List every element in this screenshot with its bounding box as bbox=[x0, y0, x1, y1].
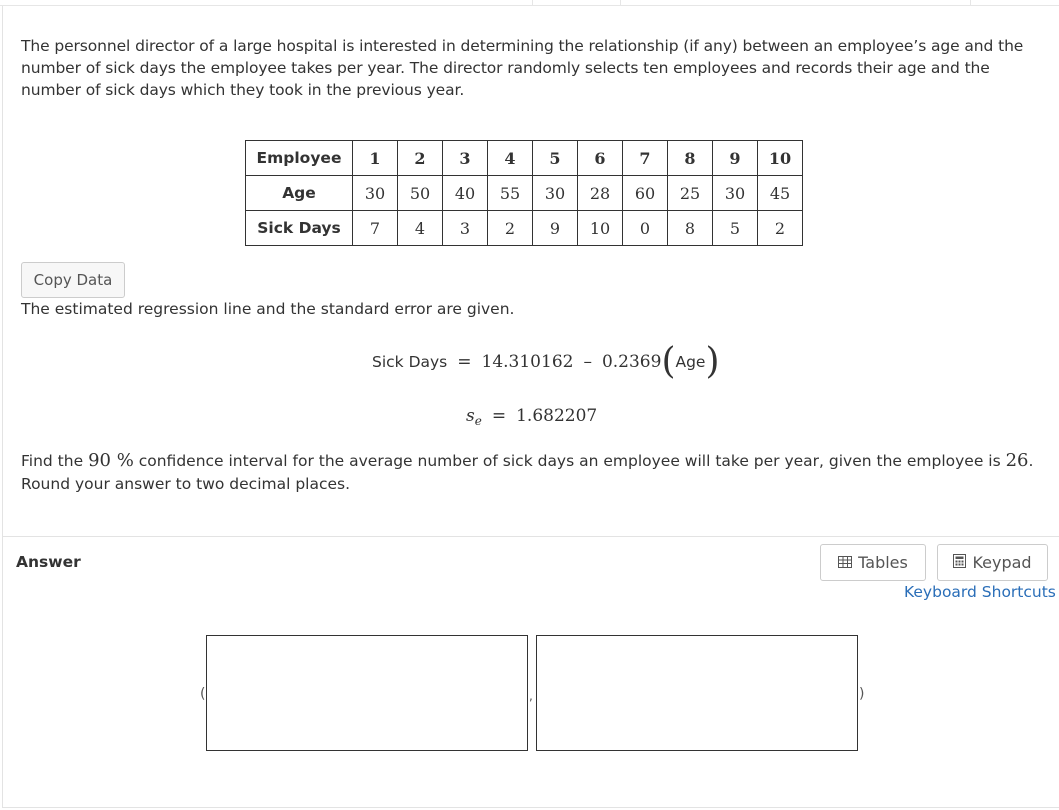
table-cell: 40 bbox=[443, 176, 488, 211]
table-cell: 9 bbox=[713, 141, 758, 176]
table-cell: 0 bbox=[623, 211, 668, 246]
interval-close-paren: ) bbox=[859, 686, 865, 702]
table-cell: 8 bbox=[668, 211, 713, 246]
table-cell: 30 bbox=[533, 176, 578, 211]
lower-bound-input[interactable] bbox=[206, 635, 528, 751]
table-cell: 6 bbox=[578, 141, 623, 176]
interval-comma: , bbox=[529, 689, 533, 703]
table-cell: 3 bbox=[443, 141, 488, 176]
table-cell: 9 bbox=[533, 211, 578, 246]
upper-bound-input[interactable] bbox=[536, 635, 858, 751]
table-cell: 30 bbox=[353, 176, 398, 211]
row-header: Sick Days bbox=[246, 211, 353, 246]
table-row-employee bbox=[246, 141, 803, 176]
table-cell: 25 bbox=[668, 176, 713, 211]
copy-data-button[interactable]: Copy Data bbox=[21, 262, 125, 298]
given-age: 26 bbox=[1005, 450, 1029, 471]
open-paren: ( bbox=[661, 341, 676, 382]
table-icon bbox=[838, 553, 852, 572]
table-cell: 10 bbox=[578, 211, 623, 246]
table-cell: 55 bbox=[488, 176, 533, 211]
table-cell: 4 bbox=[398, 211, 443, 246]
table-cell: 1 bbox=[353, 141, 398, 176]
table-cell: 7 bbox=[353, 211, 398, 246]
table-cell: 7 bbox=[623, 141, 668, 176]
regression-equation bbox=[372, 341, 720, 382]
table-row-sick-days bbox=[246, 211, 803, 246]
equation-equals: = bbox=[457, 352, 472, 372]
find-text: confidence interval for the average number of sick days an employee will take per year, given the employee is bbox=[133, 452, 1006, 470]
table-cell: 5 bbox=[533, 141, 578, 176]
keypad-label: Keypad bbox=[972, 553, 1032, 572]
equation-slope: 0.2369 bbox=[601, 352, 662, 372]
find-text: . Round your answer to two decimal places. bbox=[21, 452, 1034, 493]
table-cell: 8 bbox=[668, 141, 713, 176]
tables-button[interactable] bbox=[820, 544, 926, 581]
table-cell: 60 bbox=[623, 176, 668, 211]
interval-open-paren: ( bbox=[200, 686, 206, 702]
standard-error bbox=[466, 402, 597, 430]
table-row-age bbox=[246, 176, 803, 211]
answer-label: Answer bbox=[16, 553, 81, 571]
keypad-button[interactable] bbox=[937, 544, 1048, 581]
table-cell: 4 bbox=[488, 141, 533, 176]
row-header: Employee bbox=[246, 141, 353, 176]
table-cell: 5 bbox=[713, 211, 758, 246]
table-cell: 30 bbox=[713, 176, 758, 211]
close-paren: ) bbox=[705, 341, 720, 382]
table-cell: 45 bbox=[758, 176, 803, 211]
table-cell: 2 bbox=[398, 141, 443, 176]
table-cell: 2 bbox=[488, 211, 533, 246]
se-symbol: s bbox=[466, 406, 475, 426]
estimated-text: The estimated regression line and the standard error are given. bbox=[21, 300, 515, 318]
se-subscript: e bbox=[474, 414, 482, 428]
table-cell: 2 bbox=[758, 211, 803, 246]
find-instruction bbox=[21, 449, 1036, 496]
table-cell: 3 bbox=[443, 211, 488, 246]
table-cell: 50 bbox=[398, 176, 443, 211]
calculator-icon bbox=[953, 553, 966, 572]
se-equals: = bbox=[491, 406, 507, 426]
se-value: 1.682207 bbox=[516, 406, 598, 426]
tables-label: Tables bbox=[858, 553, 908, 572]
question-intro: The personnel director of a large hospital is interested in determining the relationship (if any) between an employee’s age and the number of sick days the employee takes per year. The director randomly selects ten employees and records their age and the number of sick days which they took in the previous year. bbox=[21, 37, 1024, 99]
data-table bbox=[245, 140, 803, 246]
table-cell: 10 bbox=[758, 141, 803, 176]
find-text: Find the bbox=[21, 452, 89, 470]
confidence-level: 90 % bbox=[88, 450, 134, 471]
keyboard-shortcuts-link[interactable]: Keyboard Shortcuts bbox=[904, 583, 1056, 601]
table-cell: 28 bbox=[578, 176, 623, 211]
equation-intercept: 14.310162 bbox=[481, 352, 574, 372]
row-header: Age bbox=[246, 176, 353, 211]
equation-variable: Age bbox=[675, 353, 706, 371]
equation-minus: – bbox=[583, 352, 592, 372]
equation-lhs: Sick Days bbox=[372, 353, 448, 371]
